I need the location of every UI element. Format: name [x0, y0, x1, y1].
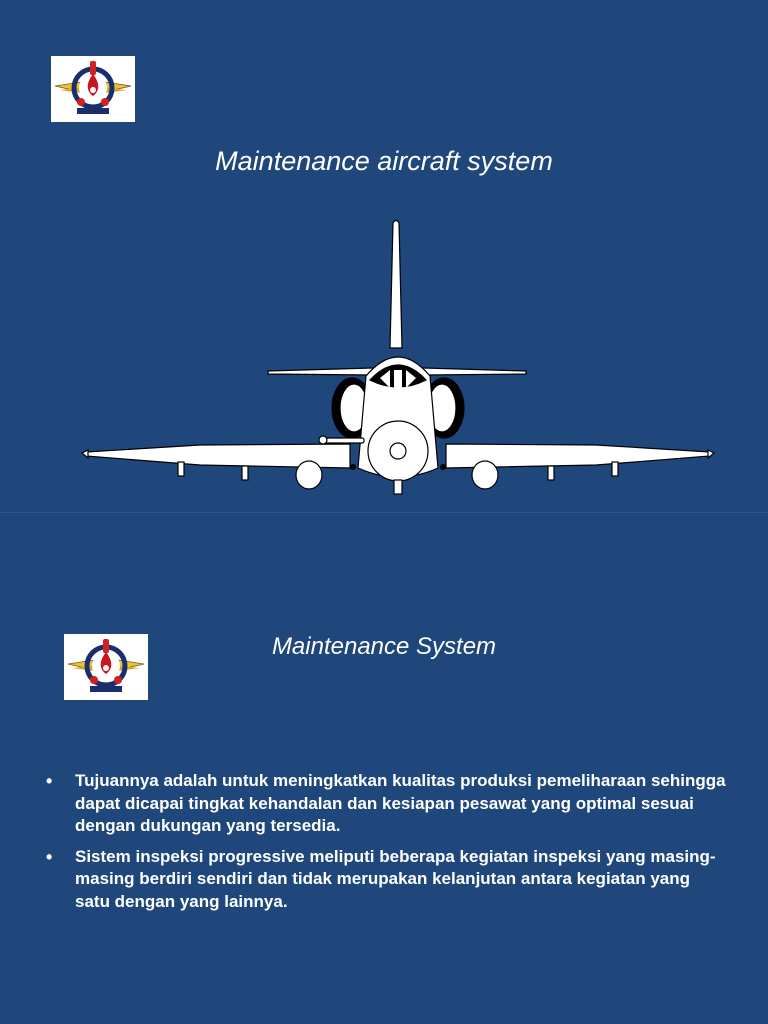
slide-title: Maintenance aircraft system: [215, 146, 553, 176]
list-item: [46, 846, 726, 914]
emblem-logo-icon: [51, 56, 135, 122]
bullet-dot-icon: •: [46, 846, 53, 867]
aircraft-front-view-icon: [80, 218, 716, 500]
bullet-text: Tujuannya adalah untuk meningkatkan kualitas produksi pemeliharaan sehingga dapat dicapai tingkat kehandalan dan kesiapan pesawat yang optimal sesuai dengan dukungan yang tersedia.: [75, 771, 726, 835]
bullet-dot-icon: •: [46, 771, 53, 791]
list-item: [46, 770, 726, 838]
bullet-list: [46, 770, 726, 921]
slide-title: Maintenance System: [271, 633, 497, 660]
slide-2: [0, 512, 768, 1024]
bullet-text: Sistem inspeksi progressive meliputi beberapa kegiatan inspeksi yang masing-masing berdiri sendiri dan tidak merupakan kelanjutan antara kegiatan yang satu dengan yang lainnya.: [75, 846, 716, 911]
